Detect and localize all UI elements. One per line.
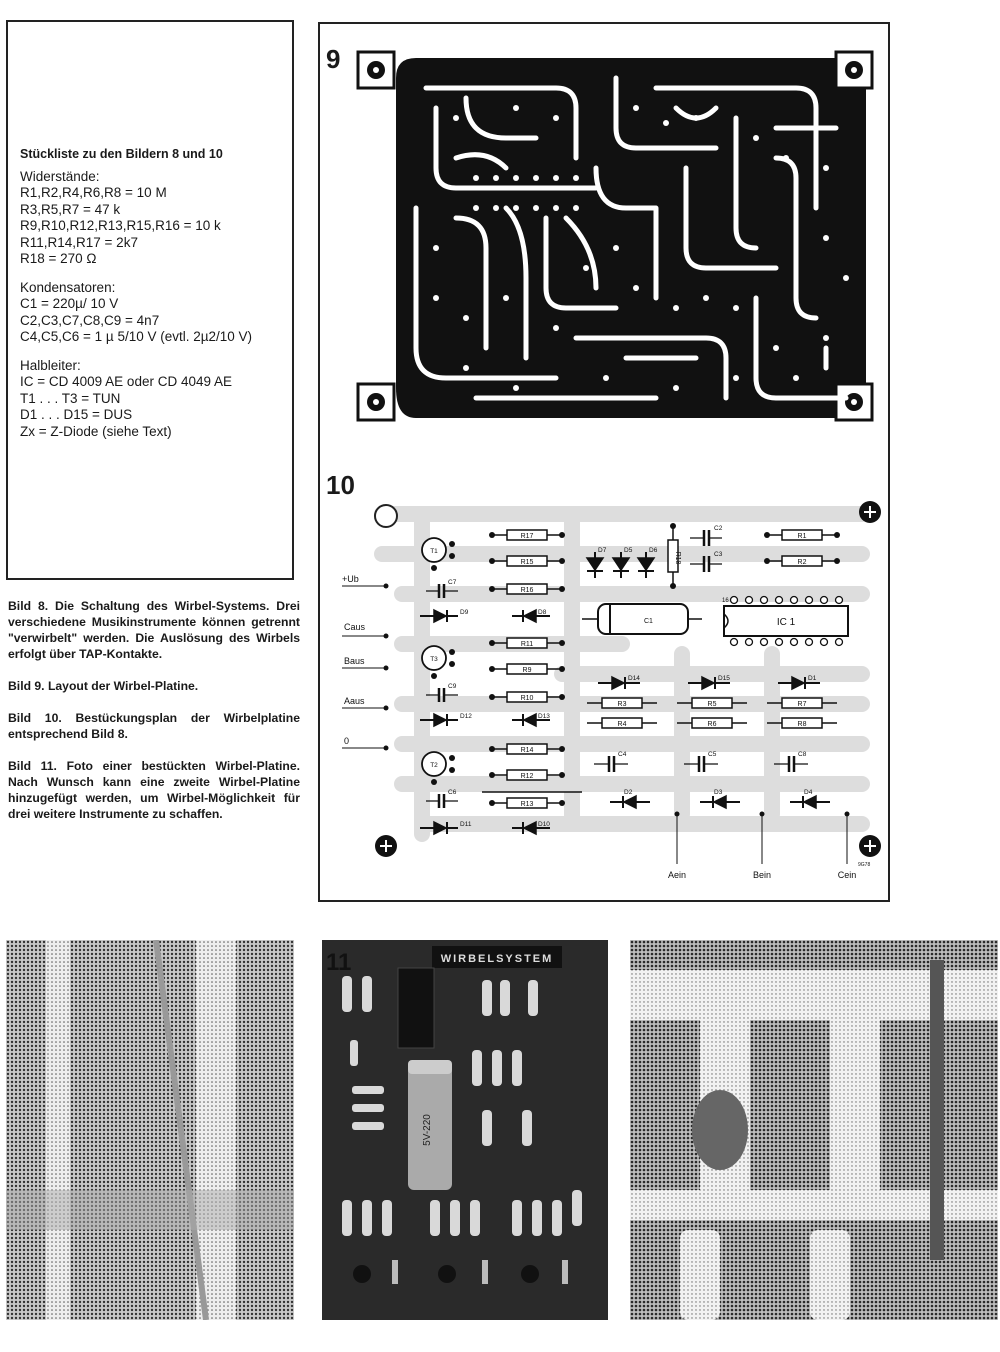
label-d14: D14 <box>628 675 640 682</box>
label-d8: D8 <box>538 609 547 616</box>
terminal-b-ein: Bein <box>752 870 772 880</box>
label-c4: C4 <box>618 751 627 758</box>
label-d13: D13 <box>538 713 550 720</box>
figure-10-number: 10 <box>326 470 355 500</box>
photo-assembled-board <box>322 940 608 1320</box>
figure-11-number: 11 <box>326 949 352 976</box>
capacitor-line: C2,C3,C7,C8,C9 = 4n7 <box>20 312 160 328</box>
ic-label: IC 1 <box>776 617 796 628</box>
photo-right-closeup <box>630 940 998 1320</box>
label-d6: D6 <box>649 547 658 554</box>
terminal-0: 0 <box>344 736 350 746</box>
parts-list-title: Stückliste zu den Bildern 8 und 10 <box>20 147 223 161</box>
label-r9: R9 <box>522 667 532 674</box>
capacitor-c1 <box>598 604 688 634</box>
label-d4: D4 <box>804 789 813 796</box>
label-d11: D11 <box>460 821 472 828</box>
label-d2: D2 <box>624 789 633 796</box>
capacitor-print: 5V-220 <box>422 1114 433 1146</box>
capacitors-heading: Kondensatoren: <box>20 279 116 295</box>
semiconductors-heading: Halbleiter: <box>20 357 81 373</box>
resistors-heading: Widerstände: <box>20 168 100 184</box>
label-r5: R5 <box>707 701 717 708</box>
label-d10: D10 <box>538 821 550 828</box>
label-c5: C5 <box>708 751 717 758</box>
resistor-line: R9,R10,R12,R13,R15,R16 = 10 k <box>20 218 221 233</box>
label-c9: C9 <box>448 683 457 690</box>
label-r18: R18 <box>674 551 681 565</box>
component-placement <box>322 474 888 884</box>
label-r14: R14 <box>520 747 534 754</box>
label-c6: C6 <box>448 789 457 796</box>
label-c7: C7 <box>448 579 457 586</box>
label-r7: R7 <box>797 701 807 708</box>
capacitor-line: C4,C5,C6 = 1 µ 5/10 V (evtl. 2µ2/10 V) <box>20 329 253 344</box>
label-r10: R10 <box>520 695 534 702</box>
parts-list <box>20 146 290 440</box>
label-r3: R3 <box>617 701 627 708</box>
caption-bild-8: Bild 8. Die Schaltung des Wirbel-Systems. Drei verschiedene Musikinstrumente können getrennt "verwirbelt" werden. Die Auslösung des Wirbels erfolgt über TAP-Kontakte. <box>8 599 300 661</box>
label-r15: R15 <box>520 559 534 566</box>
label-r2: R2 <box>797 559 807 566</box>
label-r12: R12 <box>520 773 534 780</box>
caption-bild-9: Bild 9. Layout der Wirbel-Platine. <box>8 679 199 693</box>
label-d15: D15 <box>718 675 730 682</box>
label-d9: D9 <box>460 609 469 616</box>
label-t3: T3 <box>430 656 438 663</box>
label-c8: C8 <box>798 751 807 758</box>
terminal-a-aus: Aaus <box>344 696 365 706</box>
label-d1: D1 <box>808 675 817 682</box>
label-r11: R11 <box>520 641 534 648</box>
semiconductor-line: Zx = Z-Diode (siehe Text) <box>20 423 172 439</box>
label-r6: R6 <box>707 721 717 728</box>
figure-captions <box>8 598 300 838</box>
pcb-layout <box>356 48 896 428</box>
label-r1: R1 <box>797 533 807 540</box>
terminal-c-aus: Caus <box>344 622 366 632</box>
label-c3: C3 <box>714 551 723 558</box>
semiconductor-line: IC = CD 4009 AE oder CD 4049 AE <box>20 374 232 389</box>
board-code: 9G78 <box>858 862 871 868</box>
label-t1: T1 <box>430 548 438 555</box>
figure-frame <box>318 22 890 902</box>
parts-list-box <box>6 20 294 580</box>
label-r4: R4 <box>617 721 627 728</box>
resistor-line: R1,R2,R4,R6,R8 = 10 M <box>20 185 167 200</box>
semiconductor-line: D1 . . . D15 = DUS <box>20 407 133 422</box>
label-r13: R13 <box>520 801 534 808</box>
label-d7: D7 <box>598 547 607 554</box>
terminal-c-ein: Cein <box>837 870 857 880</box>
board-silkscreen-label: WIRBELSYSTEM <box>440 953 554 965</box>
label-c1: C1 <box>644 618 653 625</box>
label-c2: C2 <box>714 525 723 532</box>
resistor-line: R3,R5,R7 = 47 k <box>20 201 121 217</box>
caption-bild-10: Bild 10. Bestückungsplan der Wirbelplatine entsprechend Bild 8. <box>8 711 300 741</box>
terminal-a-ein: Aein <box>667 870 687 880</box>
label-r16: R16 <box>520 587 534 594</box>
label-d12: D12 <box>460 713 472 720</box>
terminal-ub: +Ub <box>342 574 359 584</box>
label-d5: D5 <box>624 547 633 554</box>
ic-pin-label: 16 <box>722 598 729 604</box>
label-r17: R17 <box>520 533 534 540</box>
semiconductor-line: T1 . . . T3 = TUN <box>20 390 121 406</box>
photo-left-closeup <box>6 940 294 1320</box>
label-d3: D3 <box>714 789 723 796</box>
resistor-line: R11,R14,R17 = 2k7 <box>20 234 138 250</box>
label-r8: R8 <box>797 721 807 728</box>
caption-bild-11: Bild 11. Foto einer bestückten Wirbel-Platine. Nach Wunsch kann eine zweite Wirbel-Platine hinzugefügt werden, um Wirbel-Möglichkeit für drei weitere Instrumente zu schaffen. <box>8 759 300 821</box>
figure-9-number: 9 <box>326 44 341 74</box>
resistor-line: R18 = 270 Ω <box>20 251 97 266</box>
label-t2: T2 <box>430 762 438 769</box>
capacitor-line: C1 = 220µ/ 10 V <box>20 296 119 311</box>
terminal-b-aus: Baus <box>344 656 365 666</box>
